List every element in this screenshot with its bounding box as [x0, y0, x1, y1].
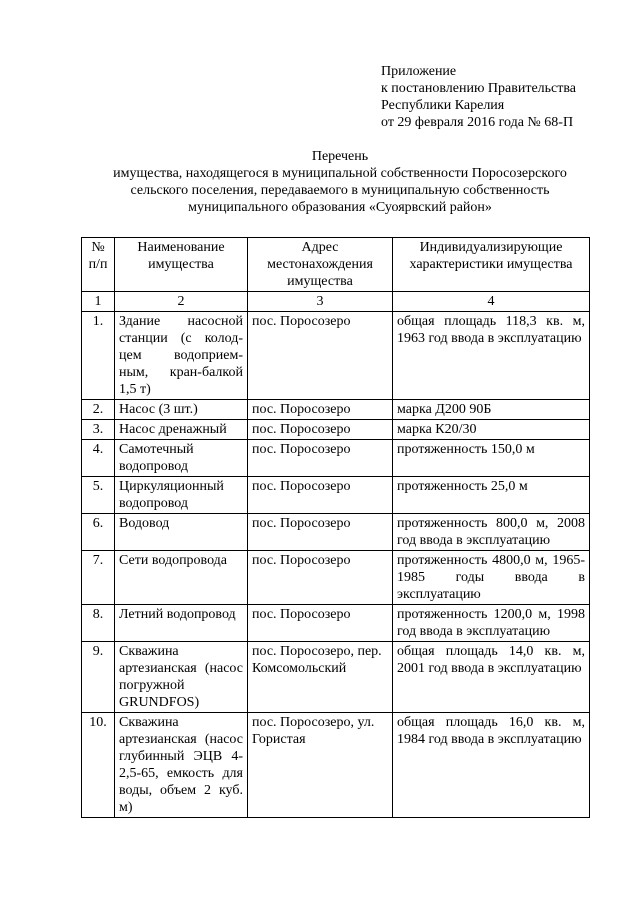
table-row: [82, 551, 590, 605]
table-header-row: [82, 238, 590, 292]
property-address: пос. Поросозеро: [248, 605, 393, 642]
table-row: [82, 514, 590, 551]
property-address: пос. Поросозеро: [248, 551, 393, 605]
property-address: пос. Поросозеро, ул. Гористая: [248, 713, 393, 818]
property-details: протяженность 800,0 м, 2008 год ввода в эксплуатацию: [393, 514, 590, 551]
property-details: марка Д200 90Б: [393, 400, 590, 420]
property-address: пос. Поросозеро: [248, 400, 393, 420]
column-number: 4: [393, 292, 590, 312]
property-details: протяженность 150,0 м: [393, 440, 590, 477]
title-line: имущества, находящегося в муниципальной собственности Поросозерского: [113, 166, 567, 181]
table-row: [82, 440, 590, 477]
row-number: 10.: [82, 713, 115, 818]
property-details: протяженность 4800,0 м, 1965-1985 годы ввода в эксплуатацию: [393, 551, 590, 605]
row-number: 8.: [82, 605, 115, 642]
row-number: 9.: [82, 642, 115, 713]
title-heading: Перечень: [311, 149, 369, 164]
document-title: [60, 148, 620, 216]
header-number: № п/п: [82, 238, 115, 292]
property-name: Скважина артезианская (насос глубинный ЭЦВ 4-2,5-65, емкость для воды, объем 2 куб. м): [115, 713, 248, 818]
property-table: [81, 237, 590, 818]
property-name: Насос дренажный: [115, 420, 248, 440]
property-name: Сети водопровода: [115, 551, 248, 605]
property-name: Здание насосной станции (с колод-цем водоприем-ным, кран-балкой 1,5 т): [115, 312, 248, 400]
appendix-header: [381, 63, 576, 131]
property-address: пос. Поросозеро: [248, 312, 393, 400]
title-line: муниципального образования «Суоярвский район»: [188, 200, 492, 215]
column-number-row: [82, 292, 590, 312]
property-address: пос. Поросозеро: [248, 477, 393, 514]
property-details: протяженность 1200,0 м, 1998 год ввода в эксплуатацию: [393, 605, 590, 642]
header-details: Индивидуализирующие характеристики имущества: [393, 238, 590, 292]
property-details: протяженность 25,0 м: [393, 477, 590, 514]
table-row: [82, 312, 590, 400]
table-row: [82, 605, 590, 642]
property-address: пос. Поросозеро: [248, 514, 393, 551]
property-name: Летний водопровод: [115, 605, 248, 642]
title-line: сельского поселения, передаваемого в муниципальную собственность: [130, 183, 550, 198]
table-row: [82, 400, 590, 420]
column-number: 3: [248, 292, 393, 312]
table-row: [82, 713, 590, 818]
property-address: пос. Поросозеро: [248, 440, 393, 477]
appendix-line: Республики Карелия: [381, 98, 505, 113]
table-row: [82, 477, 590, 514]
row-number: 1.: [82, 312, 115, 400]
column-number: 1: [82, 292, 115, 312]
row-number: 2.: [82, 400, 115, 420]
row-number: 5.: [82, 477, 115, 514]
property-name: Циркуляционный водопровод: [115, 477, 248, 514]
appendix-line: к постановлению Правительства: [381, 81, 577, 96]
row-number: 4.: [82, 440, 115, 477]
appendix-line: Приложение: [381, 64, 457, 79]
column-number: 2: [115, 292, 248, 312]
property-name: Водовод: [115, 514, 248, 551]
row-number: 3.: [82, 420, 115, 440]
property-address: пос. Поросозеро, пер. Комсомольский: [248, 642, 393, 713]
property-name: Самотечный водопровод: [115, 440, 248, 477]
header-name: Наименование имущества: [115, 238, 248, 292]
header-address: Адрес местонахождения имущества: [248, 238, 393, 292]
property-details: общая площадь 16,0 кв. м, 1984 год ввода в эксплуатацию: [393, 713, 590, 818]
row-number: 6.: [82, 514, 115, 551]
appendix-line: от 29 февраля 2016 года № 68-П: [381, 115, 574, 130]
property-address: пос. Поросозеро: [248, 420, 393, 440]
property-name: Скважина артезианская (насос погружной GRUNDFOS): [115, 642, 248, 713]
property-details: общая площадь 118,3 кв. м, 1963 год ввода в эксплуатацию: [393, 312, 590, 400]
table-body: [82, 312, 590, 818]
table-row: [82, 420, 590, 440]
property-details: общая площадь 14,0 кв. м, 2001 год ввода в эксплуатацию: [393, 642, 590, 713]
row-number: 7.: [82, 551, 115, 605]
property-details: марка К20/30: [393, 420, 590, 440]
property-name: Насос (3 шт.): [115, 400, 248, 420]
table-row: [82, 642, 590, 713]
